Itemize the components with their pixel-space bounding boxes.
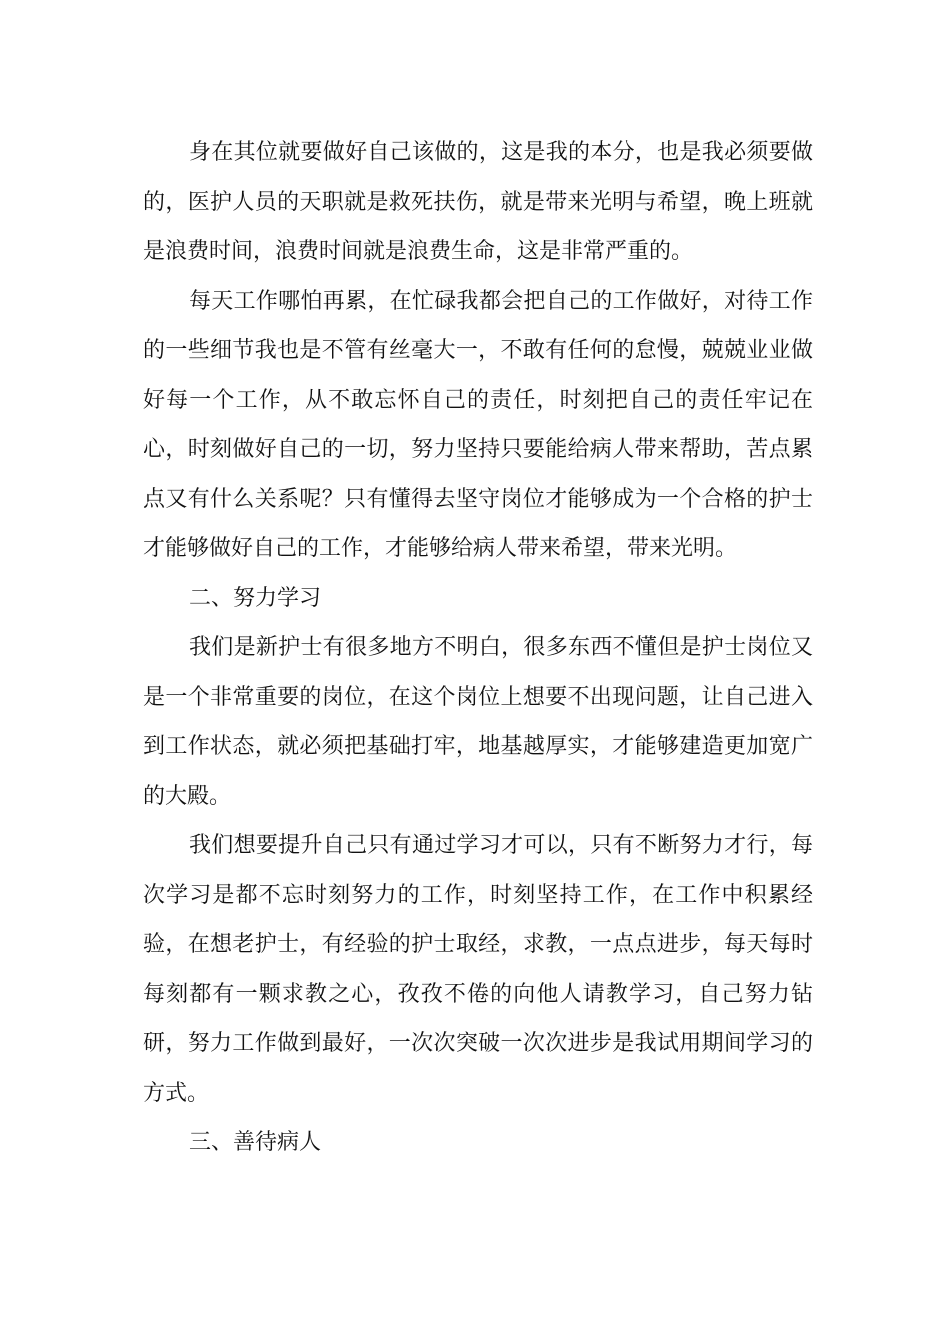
section-heading-study: 二、努力学习 (189, 585, 322, 611)
paragraph-learning: 我们想要提升自己只有通过学习才可以，只有不断努力才行，每次学习是都不忘时刻努力的工作，时刻坚持工作，在工作中积累经验，在想老护士，有经验的护士取经，求教，一点点进步，每天每时每刻都有一颗求教之心，孜孜不倦的向他人请教学习，自己努力钻研，努力工作做到最好，一次次突破一次次进步是我试用期间学习的方式。 (143, 833, 813, 1106)
paragraph-duty: 身在其位就要做好自己该做的，这是我的本分，也是我必须要做的，医护人员的天职就是救死扶伤，就是带来光明与希望，晚上班就是浪费时间，浪费时间就是浪费生命，这是非常严重的。 (143, 140, 813, 264)
paragraph-daily-work: 每天工作哪怕再累，在忙碌我都会把自己的工作做好，对待工作的一些细节我也是不管有丝毫大一，不敢有任何的怠慢，兢兢业业做好每一个工作，从不敢忘怀自己的责任，时刻把自己的责任牢记在心，时刻做好自己的一切，努力坚持只要能给病人带来帮助，苦点累点又有什么关系呢？只有懂得去坚守岗位才能够成为一个合格的护士才能够做好自己的工作，才能够给病人带来希望，带来光明。 (143, 288, 813, 561)
document-body (143, 128, 813, 1168)
section-heading-patients: 三、善待病人 (189, 1130, 322, 1155)
paragraph-new-nurse: 我们是新护士有很多地方不明白，很多东西不懂但是护士岗位又是一个非常重要的岗位，在这个岗位上想要不出现问题，让自己进入到工作状态，就必须把基础打牢，地基越厚实，才能够建造更加宽广的大殿。 (143, 635, 813, 809)
